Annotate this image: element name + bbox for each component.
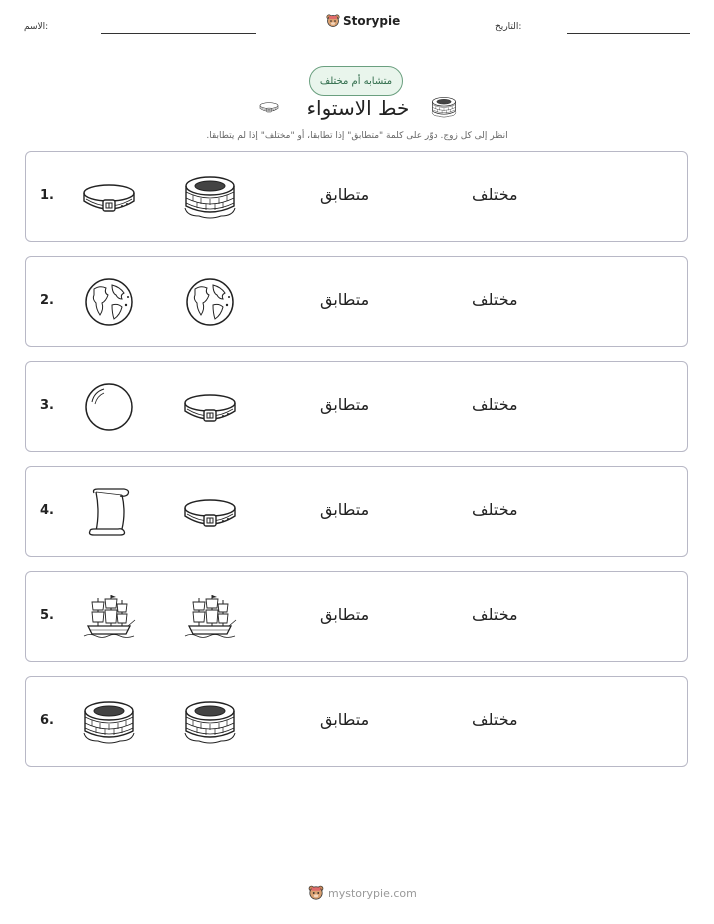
row-number: 4. xyxy=(40,503,54,518)
well-icon xyxy=(82,697,136,747)
globe-icon xyxy=(183,277,237,327)
row-number: 5. xyxy=(40,608,54,623)
bear-icon xyxy=(326,13,340,29)
different-option[interactable]: مختلف xyxy=(472,710,518,729)
different-option[interactable]: مختلف xyxy=(472,185,518,204)
well-icon xyxy=(183,697,237,747)
footer-url[interactable]: mystorypie.com xyxy=(328,886,417,900)
scroll-icon xyxy=(82,487,136,537)
different-option[interactable]: مختلف xyxy=(472,290,518,309)
row-number: 6. xyxy=(40,713,54,728)
row-number: 3. xyxy=(40,398,54,413)
ship-icon xyxy=(82,592,136,642)
question-row xyxy=(25,256,688,347)
question-row xyxy=(25,676,688,767)
name-label: الاسم: xyxy=(24,22,49,32)
bear-icon xyxy=(308,884,324,902)
row-number: 1. xyxy=(40,188,54,203)
belt-icon xyxy=(254,98,284,116)
ship-icon xyxy=(183,592,237,642)
same-option[interactable]: متطابق xyxy=(320,710,370,729)
date-label: التاريخ: xyxy=(495,22,522,32)
row-number: 2. xyxy=(40,293,54,308)
question-row xyxy=(25,361,688,452)
date-field[interactable] xyxy=(567,33,690,34)
question-row xyxy=(25,466,688,557)
different-option[interactable]: مختلف xyxy=(472,500,518,519)
same-option[interactable]: متطابق xyxy=(320,500,370,519)
footer xyxy=(308,884,417,902)
belt-icon xyxy=(183,382,237,432)
storypie-logo xyxy=(326,13,400,29)
belt-icon xyxy=(183,487,237,537)
same-option[interactable]: متطابق xyxy=(320,395,370,414)
activity-badge: متشابه أم مختلف xyxy=(309,66,403,96)
instructions: انظر إلى كل زوج. دوّر على كلمة "متطابق" إذا تطابقا، أو "مختلف" إذا لم يتطابقا. xyxy=(206,131,508,141)
question-row xyxy=(25,571,688,662)
different-option[interactable]: مختلف xyxy=(472,395,518,414)
same-option[interactable]: متطابق xyxy=(320,185,370,204)
question-row xyxy=(25,151,688,242)
different-option[interactable]: مختلف xyxy=(472,605,518,624)
well-icon xyxy=(183,172,237,222)
same-option[interactable]: متطابق xyxy=(320,290,370,309)
globe-icon xyxy=(82,277,136,327)
well-icon xyxy=(429,95,459,119)
name-field[interactable] xyxy=(101,33,256,34)
same-option[interactable]: متطابق xyxy=(320,605,370,624)
sphere-icon xyxy=(82,382,136,432)
belt-icon xyxy=(82,172,136,222)
brand-name: Storypie xyxy=(343,14,401,28)
page-title: خط الاستواء xyxy=(306,96,410,120)
